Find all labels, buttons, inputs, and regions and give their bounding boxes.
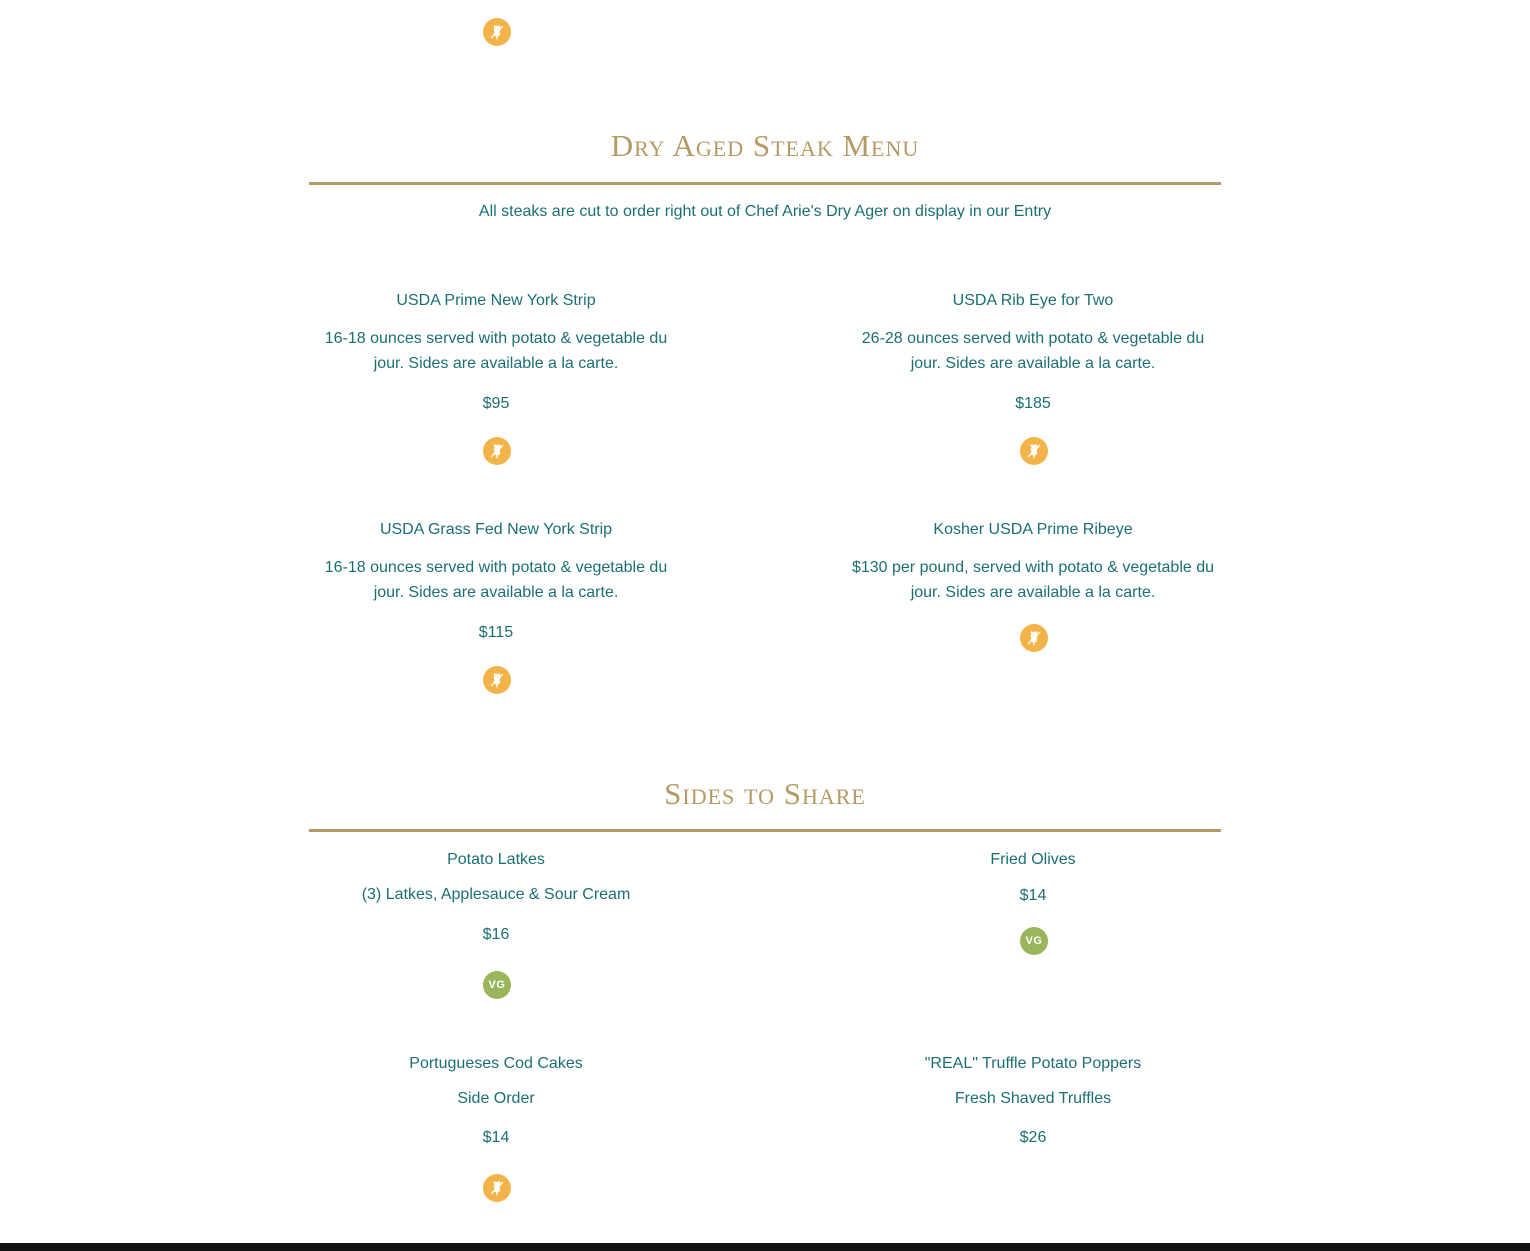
menu-item: [306, 291, 686, 414]
menu-item-description: Fresh Shaved Truffles: [954, 1090, 1112, 1107]
section-divider: [309, 829, 1221, 832]
menu-item: [833, 520, 1233, 605]
menu-item: [306, 520, 686, 643]
section-subtitle: All steaks are cut to order right out of Chef Arie's Dry Ager on display in our Entry: [478, 203, 1052, 220]
menu-item-price: $115: [478, 624, 514, 641]
gluten-free-icon: [1020, 437, 1048, 465]
menu-item-name: USDA Rib Eye for Two: [952, 292, 1114, 309]
menu-item-price: $16: [482, 926, 510, 943]
menu-item: [306, 850, 686, 945]
menu-item-description: [306, 326, 686, 376]
menu-item-name: Potato Latkes: [447, 851, 545, 868]
menu-item-description-line: 16-18 ounces served with potato & vegetable du: [324, 330, 668, 347]
menu-item-description: [843, 326, 1223, 376]
menu-item-name: Kosher USDA Prime Ribeye: [933, 521, 1133, 538]
menu-item: [843, 291, 1223, 414]
menu-item-price: $14: [1019, 887, 1047, 904]
menu-item-description-line: $130 per pound, served with potato & vegetable du: [851, 559, 1215, 576]
menu-item-name: Portugueses Cod Cakes: [409, 1055, 583, 1072]
menu-item-description-line: jour. Sides are available a la carte.: [373, 584, 619, 601]
menu-item-description: [833, 555, 1233, 605]
menu-item-description: Side Order: [457, 1090, 535, 1107]
section-divider: [309, 182, 1221, 185]
menu-item-name: "REAL" Truffle Potato Poppers: [924, 1055, 1142, 1072]
menu-item: [843, 850, 1223, 906]
menu-item-price: $14: [482, 1129, 510, 1146]
gluten-free-icon: [483, 666, 511, 694]
menu-item-price: $185: [1015, 395, 1051, 412]
gluten-free-icon: [1020, 624, 1048, 652]
section-title-steak: Dry Aged Steak Menu: [610, 128, 920, 163]
menu-item-description-line: jour. Sides are available a la carte.: [373, 355, 619, 372]
menu-item-name: Fried Olives: [990, 851, 1076, 868]
menu-item-description: [306, 555, 686, 605]
vegan-icon: VG: [1020, 927, 1048, 955]
menu-item-description-line: 26-28 ounces served with potato & vegetable du: [861, 330, 1205, 347]
menu-item-description-line: 16-18 ounces served with potato & vegetable du: [324, 559, 668, 576]
menu-item-name: USDA Grass Fed New York Strip: [379, 521, 613, 538]
gluten-free-icon: [483, 437, 511, 465]
menu-item: [843, 1054, 1223, 1148]
vegan-icon: VG: [483, 971, 511, 999]
menu-item-price: $26: [1019, 1129, 1047, 1146]
menu-item: [306, 1054, 686, 1148]
menu-item-description-line: jour. Sides are available a la carte.: [910, 584, 1156, 601]
menu-item-description: (3) Latkes, Applesauce & Sour Cream: [361, 886, 631, 903]
menu-item-name: USDA Prime New York Strip: [396, 292, 596, 309]
menu-item-description-line: jour. Sides are available a la carte.: [910, 355, 1156, 372]
section-title-sides: Sides to Share: [664, 776, 866, 811]
menu-item-price: $95: [482, 395, 510, 412]
gluten-free-icon: [483, 18, 511, 46]
footer-bar: [0, 1243, 1530, 1251]
gluten-free-icon: [483, 1174, 511, 1202]
